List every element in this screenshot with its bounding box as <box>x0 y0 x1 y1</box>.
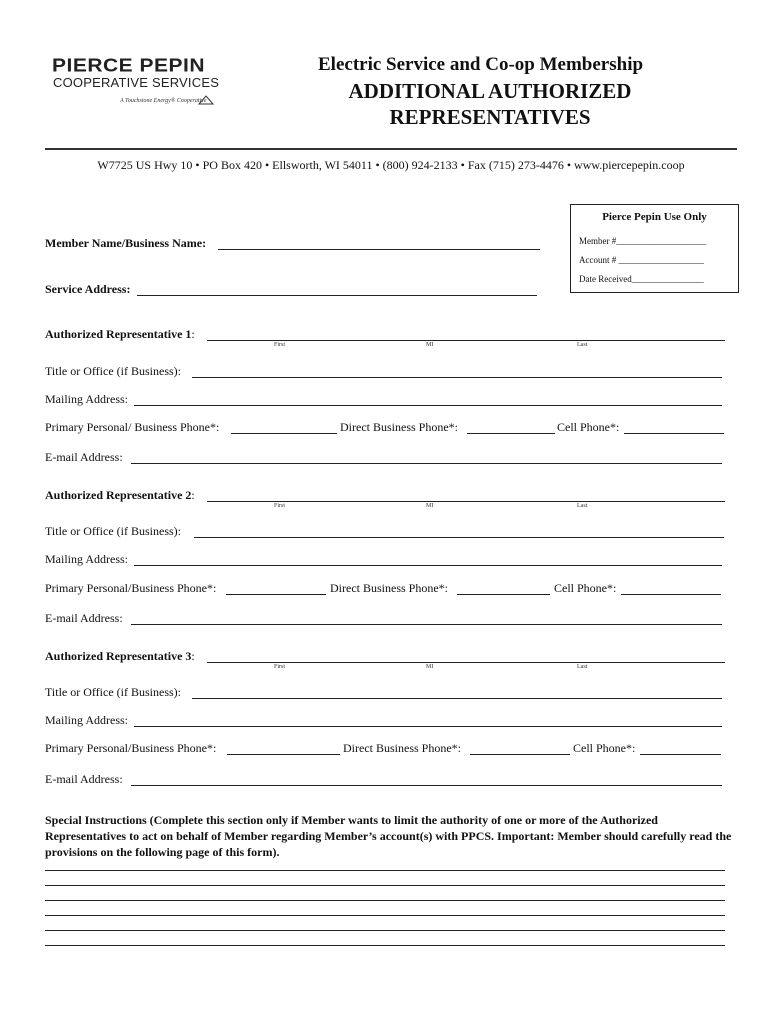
rep2-name-input[interactable] <box>207 501 725 502</box>
rep2-email-input[interactable] <box>131 624 722 625</box>
rep1-heading: Authorized Representative 1: <box>45 327 195 341</box>
rep1-mailing-input[interactable] <box>134 405 722 406</box>
rep1-name-input[interactable] <box>207 340 725 341</box>
rep2-direct-phone-label: Direct Business Phone*: <box>330 581 448 595</box>
logo-wordmark: PIERCE PEPIN <box>52 55 206 76</box>
header-divider <box>45 148 737 150</box>
rep2-direct-phone-input[interactable] <box>457 594 550 595</box>
special-instructions-line[interactable] <box>45 885 725 886</box>
special-instructions-line[interactable] <box>45 930 725 931</box>
special-instructions-line[interactable] <box>45 945 725 946</box>
rep1-title-input[interactable] <box>192 377 722 378</box>
rep2-title-label: Title or Office (if Business): <box>45 524 181 538</box>
rep3-cell-phone-label: Cell Phone*: <box>573 741 636 755</box>
rep3-direct-phone-label: Direct Business Phone*: <box>343 741 461 755</box>
rep2-mi-caption: MI <box>426 503 434 509</box>
special-instructions-line[interactable] <box>45 900 725 901</box>
date-received-field[interactable]: Date Received________________ <box>579 274 704 284</box>
rep3-name-input[interactable] <box>207 662 725 663</box>
rep3-title-label: Title or Office (if Business): <box>45 685 181 699</box>
special-instructions-line[interactable] <box>45 870 725 871</box>
rep2-title-input[interactable] <box>194 537 724 538</box>
rep1-primary-phone-label: Primary Personal/ Business Phone*: <box>45 420 220 434</box>
rep1-first-caption: First <box>274 342 286 348</box>
rep1-mi-caption: MI <box>426 342 434 348</box>
rep1-cell-phone-label: Cell Phone*: <box>557 420 620 434</box>
rep3-email-label: E-mail Address: <box>45 772 123 786</box>
rep1-direct-phone-label: Direct Business Phone*: <box>340 420 458 434</box>
rep2-mailing-input[interactable] <box>134 565 722 566</box>
rep2-cell-phone-input[interactable] <box>621 594 721 595</box>
rep3-last-caption: Last <box>577 664 588 670</box>
rep3-title-input[interactable] <box>192 698 722 699</box>
rep3-first-caption: First <box>274 664 286 670</box>
rep1-email-input[interactable] <box>131 463 722 464</box>
service-address-label: Service Address: <box>45 282 131 296</box>
rep2-last-caption: Last <box>577 503 588 509</box>
rep2-primary-phone-label: Primary Personal/Business Phone*: <box>45 581 217 595</box>
contact-address: W7725 US Hwy 10 • PO Box 420 • Ellsworth, WI 54011 • (800) 924-2133 • Fax (715) 273-4476 • www.piercepepin.coop <box>97 158 685 172</box>
rep1-email-label: E-mail Address: <box>45 450 123 464</box>
rep3-mailing-input[interactable] <box>134 726 722 727</box>
rep1-title-label: Title or Office (if Business): <box>45 364 181 378</box>
rep3-mailing-label: Mailing Address: <box>45 713 128 727</box>
special-instructions-line[interactable] <box>45 915 725 916</box>
rep1-primary-phone-input[interactable] <box>231 433 337 434</box>
rep2-primary-phone-input[interactable] <box>226 594 326 595</box>
rep3-primary-phone-label: Primary Personal/Business Phone*: <box>45 741 217 755</box>
rep3-cell-phone-input[interactable] <box>640 754 721 755</box>
office-use-heading: Pierce Pepin Use Only <box>602 211 707 223</box>
rep2-heading: Authorized Representative 2: <box>45 488 195 502</box>
rep1-direct-phone-input[interactable] <box>467 433 555 434</box>
special-instructions-text: Special Instructions (Complete this section only if Member wants to limit the authority of one or more of the Authorized Representatives to act on behalf of Member regarding Member’s account(s) with PPCS. Important: Member should carefully read the provisions on the following page of this form). <box>45 813 732 859</box>
member-number-field[interactable]: Member #____________________ <box>579 236 707 246</box>
service-address-input[interactable] <box>137 295 537 296</box>
rep1-last-caption: Last <box>577 342 588 348</box>
rep1-cell-phone-input[interactable] <box>624 433 724 434</box>
rep3-direct-phone-input[interactable] <box>470 754 570 755</box>
form-heading: ADDITIONAL AUTHORIZED REPRESENTATIVES <box>348 79 632 129</box>
rep2-first-caption: First <box>274 503 286 509</box>
member-name-input[interactable] <box>218 249 540 250</box>
logo-tagline: A Touchstone Energy® Cooperative <box>120 98 207 104</box>
account-number-field[interactable]: Account # ___________________ <box>579 255 704 265</box>
rep3-mi-caption: MI <box>426 664 434 670</box>
rep2-cell-phone-label: Cell Phone*: <box>554 581 617 595</box>
rep3-primary-phone-input[interactable] <box>227 754 340 755</box>
logo-subtitle: COOPERATIVE SERVICES <box>53 75 220 90</box>
member-name-label: Member Name/Business Name: <box>45 236 207 250</box>
form-title: Electric Service and Co-op Membership <box>318 54 644 75</box>
office-use-box <box>570 204 739 293</box>
rep3-heading: Authorized Representative 3: <box>45 649 195 663</box>
rep3-email-input[interactable] <box>131 785 722 786</box>
rep2-email-label: E-mail Address: <box>45 611 123 625</box>
touchstone-icon <box>198 95 214 105</box>
rep1-mailing-label: Mailing Address: <box>45 392 128 406</box>
rep2-mailing-label: Mailing Address: <box>45 552 128 566</box>
